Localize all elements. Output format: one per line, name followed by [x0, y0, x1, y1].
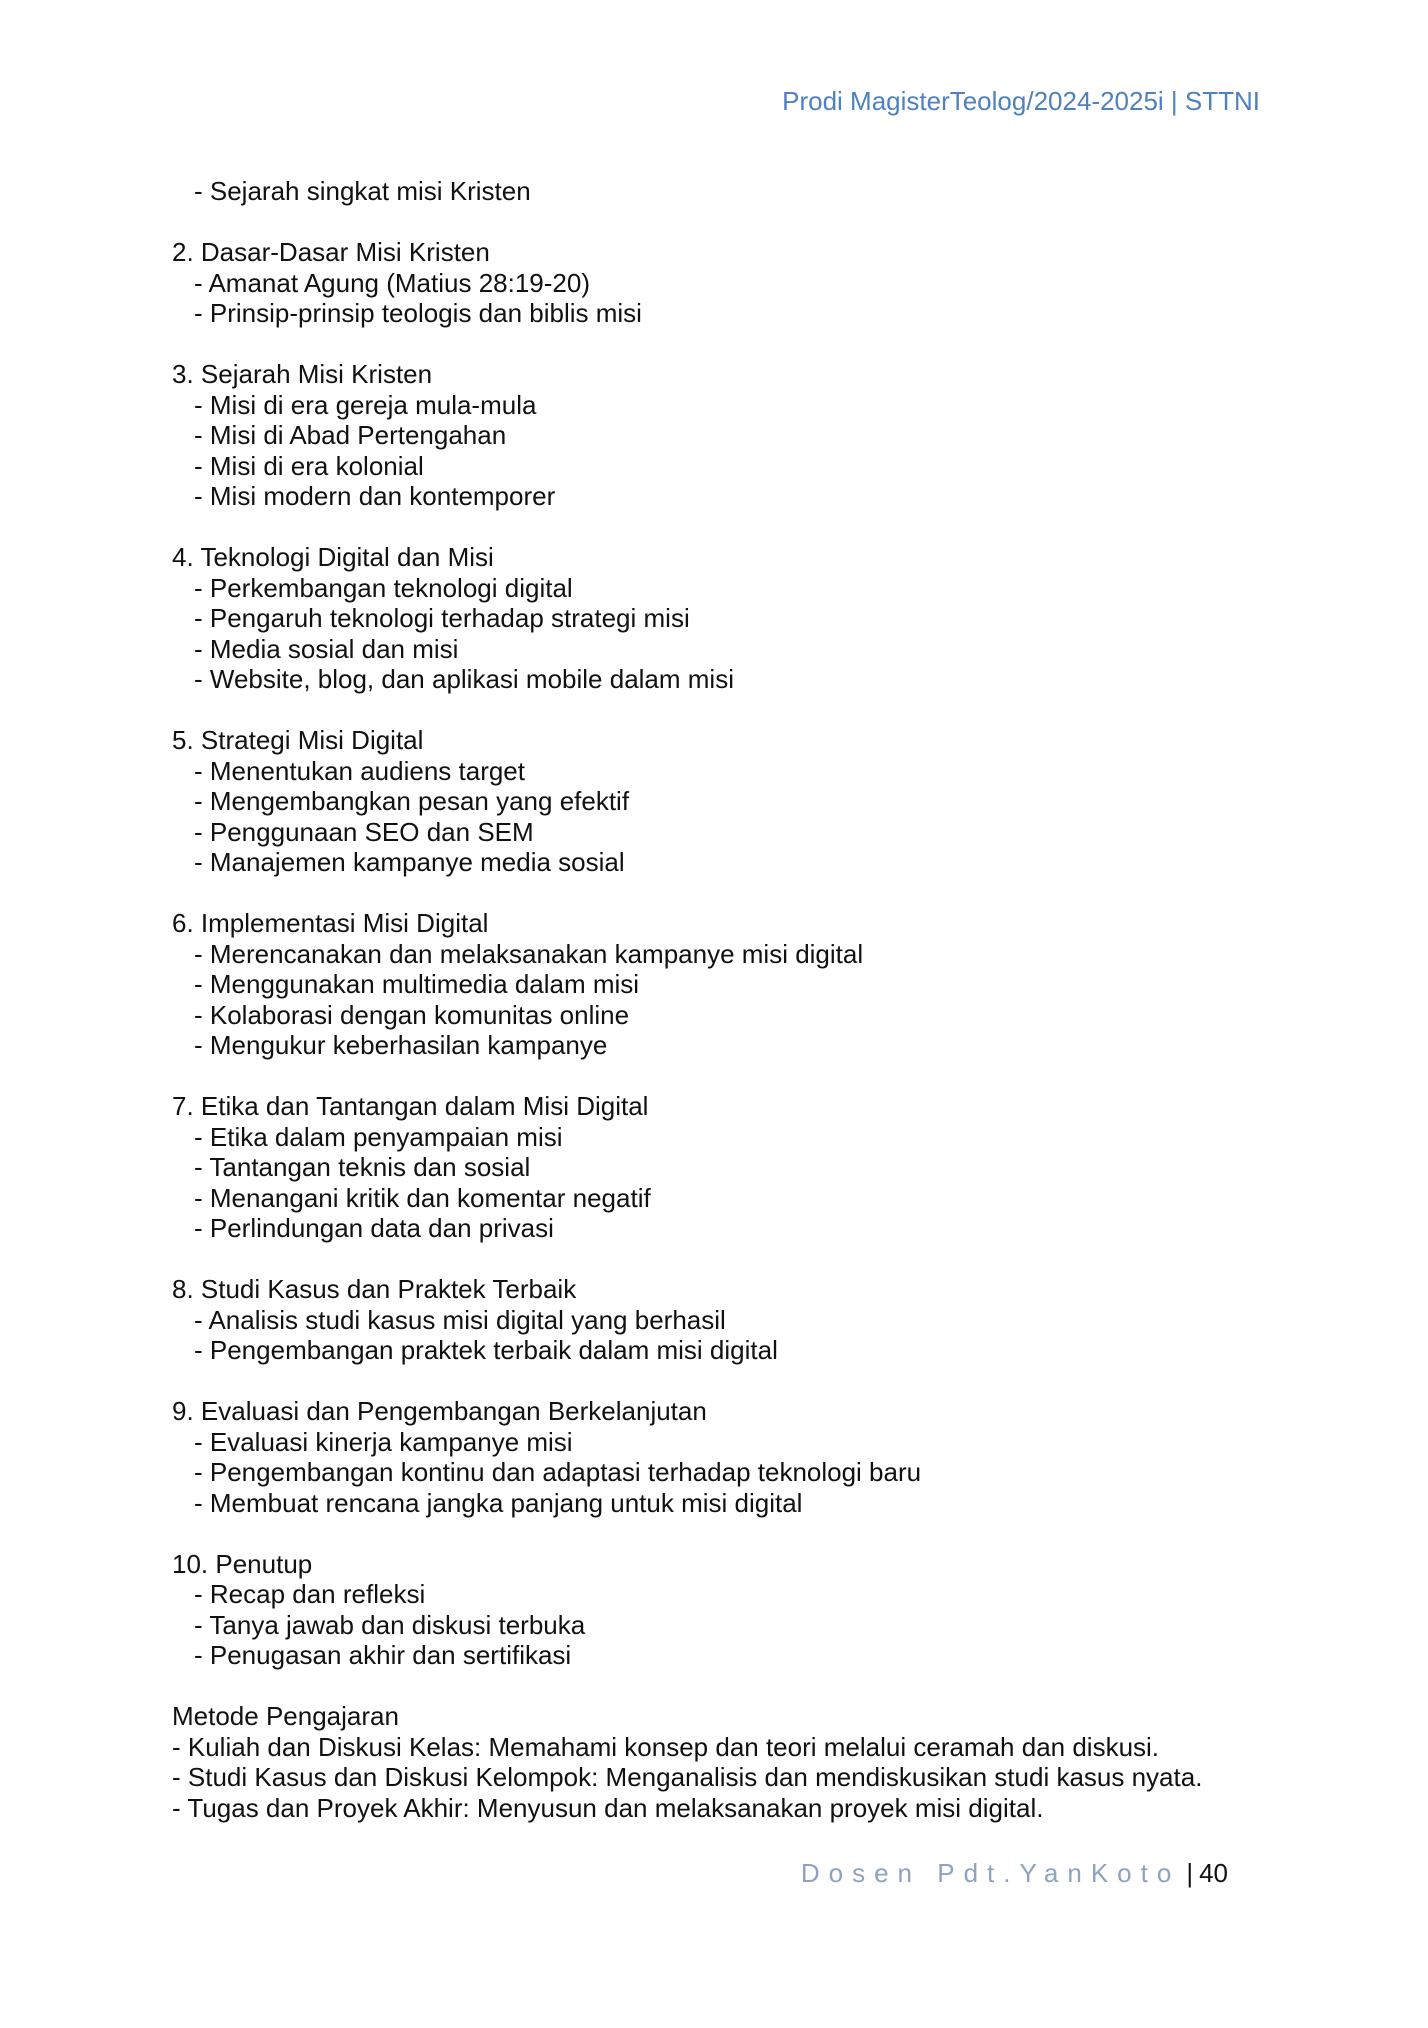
list-subitem: - Evaluasi kinerja kampanye misi	[194, 1426, 573, 1457]
paragraph-gap	[172, 1061, 1282, 1092]
list-subitem: - Manajemen kampanye media sosial	[194, 847, 625, 877]
paragraph-gap	[172, 1366, 1282, 1397]
list-subitem: - Media sosial dan misi	[194, 633, 459, 664]
paragraph-gap	[172, 512, 1282, 543]
document-body	[172, 176, 1282, 1823]
list-item: 8. Studi Kasus dan Praktek Terbaik	[172, 1274, 577, 1304]
footer-separator: |	[1186, 1858, 1194, 1888]
paragraph-gap	[172, 1671, 1282, 1702]
list-item: 10. Penutup	[172, 1548, 313, 1579]
list-subitem: - Penggunaan SEO dan SEM	[194, 816, 534, 847]
list-item: Metode Pengajaran	[172, 1701, 399, 1731]
list-subitem: - Membuat rencana jangka panjang untuk misi digital	[194, 1487, 803, 1518]
list-item: 6. Implementasi Misi Digital	[172, 908, 489, 938]
list-subitem: - Analisis studi kasus misi digital yang berhasil	[194, 1304, 726, 1335]
list-subitem: - Amanat Agung (Matius 28:19-20)	[194, 267, 591, 298]
list-item: 3. Sejarah Misi Kristen	[172, 359, 433, 389]
footer-author: Dosen Pdt.YanKoto	[800, 1858, 1181, 1888]
list-subitem: - Pengaruh teknologi terhadap strategi misi	[194, 603, 690, 633]
list-item: - Kuliah dan Diskusi Kelas: Memahami konsep dan teori melalui ceramah dan diskusi.	[172, 1731, 1160, 1762]
paragraph-gap	[172, 1518, 1282, 1549]
list-subitem: - Tanya jawab dan diskusi terbuka	[194, 1609, 586, 1640]
paragraph-gap	[172, 1244, 1282, 1275]
list-subitem: - Sejarah singkat misi Kristen	[194, 176, 531, 206]
list-subitem: - Tantangan teknis dan sosial	[194, 1152, 531, 1182]
page-footer	[801, 1858, 1228, 1889]
list-subitem: - Etika dalam penyampaian misi	[194, 1121, 563, 1152]
list-subitem: - Menentukan audiens target	[194, 755, 525, 786]
list-subitem: - Menangani kritik dan komentar negatif	[194, 1182, 651, 1213]
list-subitem: - Website, blog, dan aplikasi mobile dalam misi	[194, 664, 734, 694]
list-subitem: - Misi di Abad Pertengahan	[194, 420, 507, 450]
list-subitem: - Pengembangan kontinu dan adaptasi terhadap teknologi baru	[194, 1457, 922, 1487]
list-subitem: - Pengembangan praktek terbaik dalam misi digital	[194, 1335, 778, 1365]
list-item: 7. Etika dan Tantangan dalam Misi Digital	[172, 1091, 649, 1121]
list-subitem: - Recap dan refleksi	[194, 1579, 426, 1609]
list-subitem: - Merencanakan dan melaksanakan kampanye misi digital	[194, 938, 864, 969]
paragraph-gap	[172, 695, 1282, 726]
paragraph-gap	[172, 329, 1282, 360]
list-item: 5. Strategi Misi Digital	[172, 725, 424, 755]
list-subitem: - Misi di era kolonial	[194, 450, 424, 481]
page-header: Prodi MagisterTeolog/2024-2025i | STTNI	[782, 86, 1260, 116]
list-subitem: - Prinsip-prinsip teologis dan biblis misi	[194, 298, 642, 328]
list-subitem: - Perlindungan data dan privasi	[194, 1213, 554, 1243]
list-subitem: - Perkembangan teknologi digital	[194, 572, 573, 603]
list-subitem: - Misi di era gereja mula-mula	[194, 389, 537, 420]
page-number: 40	[1199, 1858, 1228, 1888]
list-item: 4. Teknologi Digital dan Misi	[172, 542, 494, 572]
list-subitem: - Misi modern dan kontemporer	[194, 481, 556, 511]
list-item: - Tugas dan Proyek Akhir: Menyusun dan melaksanakan proyek misi digital.	[172, 1792, 1044, 1823]
list-subitem: - Kolaborasi dengan komunitas online	[194, 999, 630, 1030]
list-item: - Studi Kasus dan Diskusi Kelompok: Menganalisis dan mendiskusikan studi kasus nyata.	[172, 1762, 1203, 1792]
list-item: 9. Evaluasi dan Pengembangan Berkelanjutan	[172, 1396, 707, 1426]
paragraph-gap	[172, 878, 1282, 909]
paragraph-gap	[172, 207, 1282, 238]
list-subitem: - Mengembangkan pesan yang efektif	[194, 786, 630, 816]
list-subitem: - Mengukur keberhasilan kampanye	[194, 1030, 608, 1060]
list-subitem: - Menggunakan multimedia dalam misi	[194, 969, 640, 999]
list-subitem: - Penugasan akhir dan sertifikasi	[194, 1640, 572, 1670]
list-item: 2. Dasar-Dasar Misi Kristen	[172, 237, 490, 267]
